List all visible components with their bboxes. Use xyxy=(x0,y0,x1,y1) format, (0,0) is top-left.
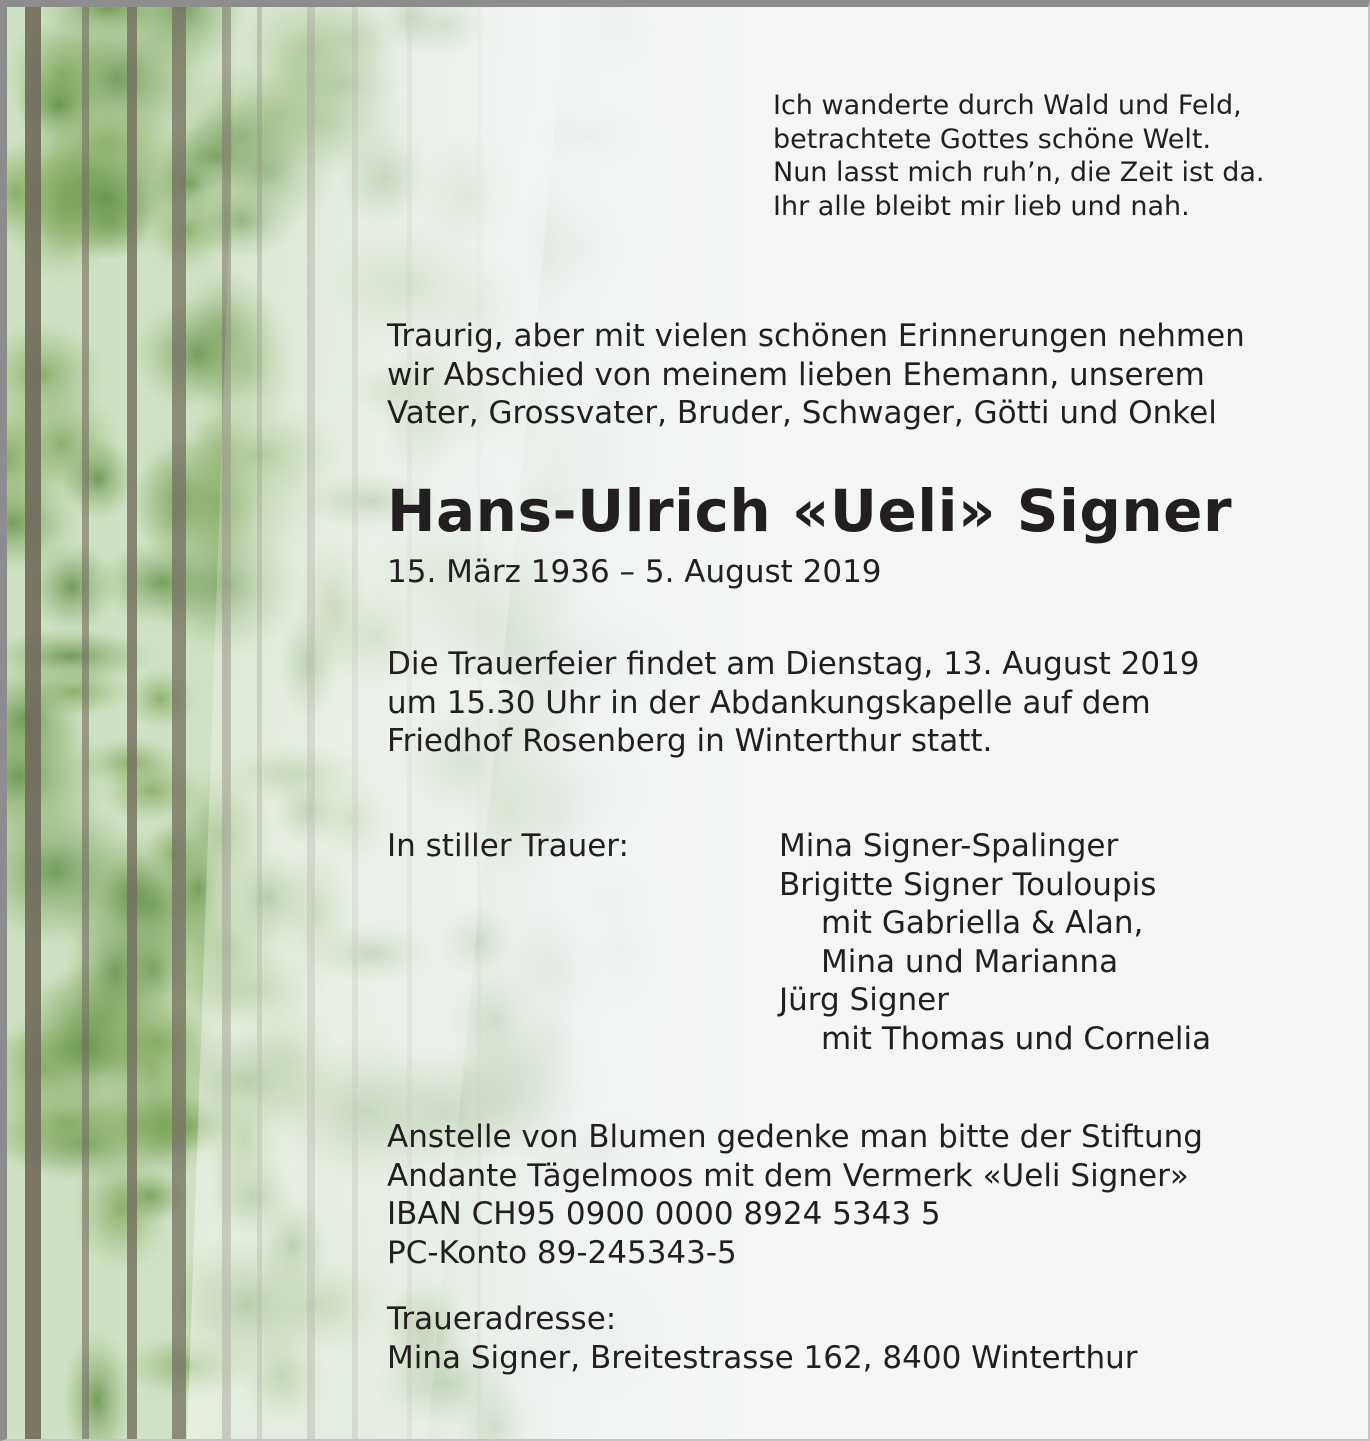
poem-line: Ich wanderte durch Wald und Feld, xyxy=(773,90,1242,121)
pc-account-line: PC-Konto 89-245343-5 xyxy=(387,1234,737,1271)
mourning-address xyxy=(387,1300,1138,1377)
mourner-name: Mina und Marianna xyxy=(821,943,1119,980)
mourner-name: Mina Signer-Spalinger xyxy=(779,828,1119,864)
iban-line: IBAN CH95 0900 0000 8924 5343 5 xyxy=(387,1196,941,1232)
intro-line: Vater, Grossvater, Bruder, Schwager, Götti und Onkel xyxy=(387,395,1217,431)
intro-text xyxy=(387,317,1245,433)
mourning-label: In stiller Trauer: xyxy=(387,828,629,864)
poem-line: betrachtete Gottes schöne Welt. xyxy=(773,123,1212,155)
deceased-name: Hans-Ulrich «Ueli» Signer xyxy=(387,477,1233,545)
donation-line: Anstelle von Blumen gedenke man bitte der Stiftung xyxy=(387,1119,1203,1155)
address-value: Mina Signer, Breitestrasse 162, 8400 Winterthur xyxy=(387,1339,1138,1376)
mourner-name: Jürg Signer xyxy=(779,982,949,1018)
address-label: Traueradresse: xyxy=(387,1301,617,1337)
donation-line: Andante Tägelmoos mit dem Vermerk «Ueli Signer» xyxy=(387,1157,1189,1194)
intro-line: wir Abschied von meinem lieben Ehemann, unserem xyxy=(387,356,1205,393)
poem xyxy=(773,89,1265,223)
ceremony-line: Friedhof Rosenberg in Winterthur statt. xyxy=(387,723,993,759)
intro-line: Traurig, aber mit vielen schönen Erinnerungen nehmen xyxy=(387,318,1245,354)
ceremony-line: um 15.30 Uhr in der Abdankungskapelle auf dem xyxy=(387,684,1151,721)
ceremony-info xyxy=(387,645,1200,761)
poem-line: Ihr alle bleibt mir lieb und nah. xyxy=(773,190,1190,222)
life-dates: 15. März 1936 – 5. August 2019 xyxy=(387,554,882,590)
mourner-name: Brigitte Signer Touloupis xyxy=(779,866,1157,903)
ceremony-line: Die Trauerfeier findet am Dienstag, 13. August 2019 xyxy=(387,646,1200,682)
mourner-name: mit Thomas und Cornelia xyxy=(821,1020,1212,1057)
poem-line: Nun lasst mich ruh’n, die Zeit ist da. xyxy=(773,157,1265,188)
donation-info xyxy=(387,1118,1203,1272)
mourner-name: mit Gabriella & Alan, xyxy=(821,905,1144,941)
mourners-list xyxy=(779,827,1211,1058)
